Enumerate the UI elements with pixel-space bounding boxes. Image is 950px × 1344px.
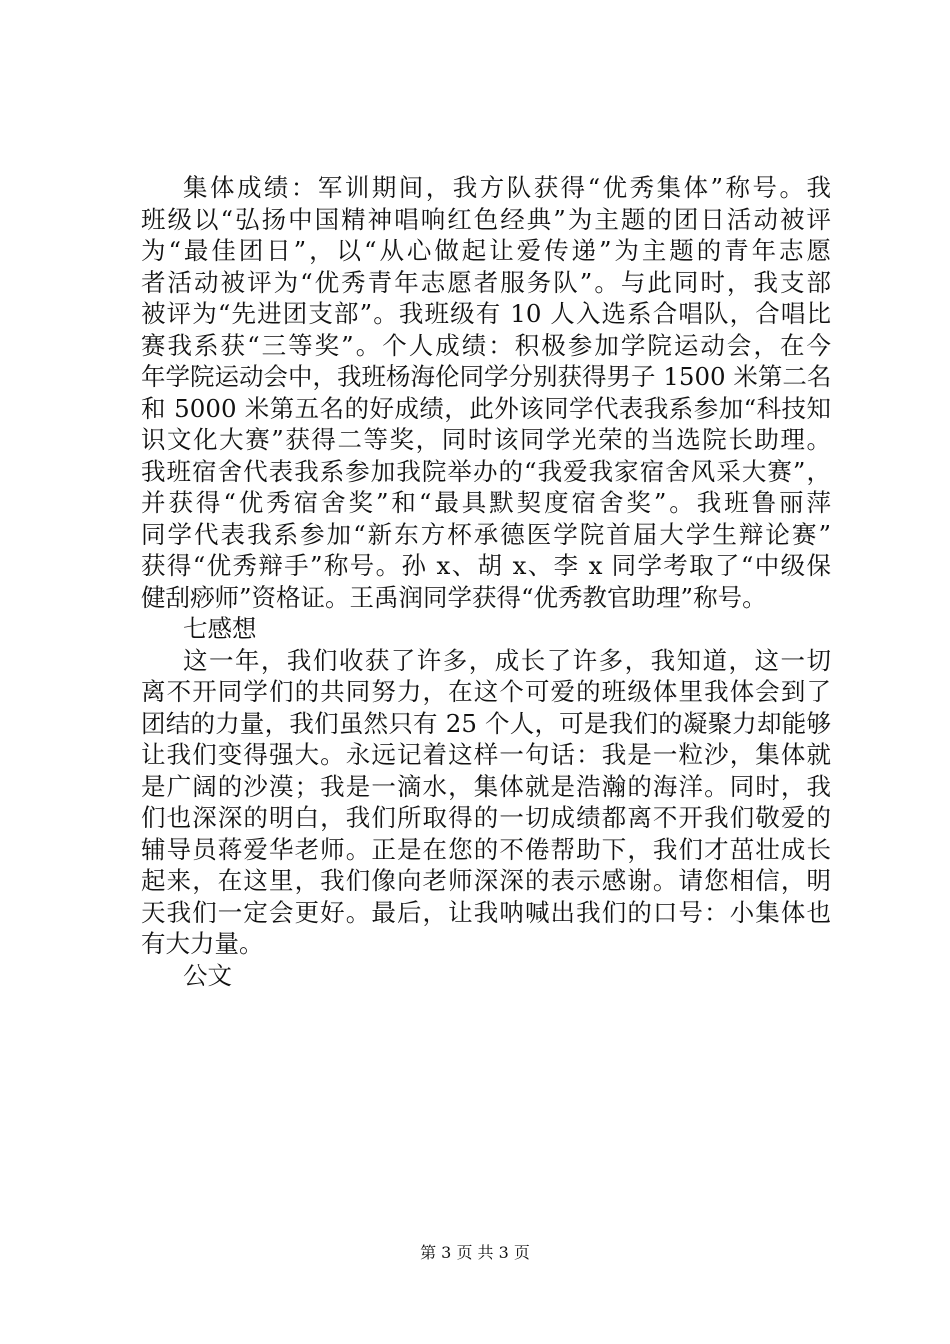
text-line: 同学代表我系参加“新东方杯承德医学院首届大学生辩论赛” [141,519,831,549]
text-line: 年学院运动会中，我班杨海伦同学分别获得男子 1500 米第二名 [141,362,831,391]
text-line: 有大力量。 [141,929,264,958]
text-line: 并获得“优秀宿舍奖”和“最具默契度宿舍奖”。我班鲁丽萍 [141,488,831,517]
text-line: 获得“优秀辩手”称号。孙 x、胡 x、李 x 同学考取了“中级保 [141,551,831,580]
text-line: 七感想 [183,614,257,643]
text-line: 们也深深的明白，我们所取得的一切成绩都离不开我们敬爱的 [141,803,831,832]
text-line: 者活动被评为“优秀青年志愿者服务队”。与此同时，我支部 [141,267,831,297]
text-line: 团结的力量，我们虽然只有 25 个人，可是我们的凝聚力却能够 [141,708,831,738]
text-line: 公文 [183,960,232,990]
text-line: 我班宿舍代表我系参加我院举办的“我爱我家宿舍风采大赛”， [141,456,831,486]
text-line: 离不开同学们的共同努力，在这个可爱的班级体里我体会到了 [141,677,831,706]
text-line: 识文化大赛”获得二等奖，同时该同学光荣的当选院长助理。 [141,425,831,454]
text-line: 这一年，我们收获了许多，成长了许多，我知道，这一切 [183,645,831,675]
text-line: 为“最佳团日”，以“从心做起让爱传递”为主题的青年志愿 [141,236,831,265]
text-line: 被评为“先进团支部”。我班级有 10 人入选系合唱队，合唱比 [141,299,831,328]
text-line: 是广阔的沙漠；我是一滴水，集体就是浩瀚的海洋。同时，我 [141,771,831,801]
text-line: 班级以“弘扬中国精神唱响红色经典”为主题的团日活动被评 [141,204,831,234]
text-line: 和 5000 米第五名的好成绩，此外该同学代表我系参加“科技知 [141,393,831,423]
text-line: 让我们变得强大。永远记着这样一句话：我是一粒沙，集体就 [141,740,831,769]
text-line: 健刮痧师”资格证。王禹润同学获得“优秀教官助理”称号。 [141,582,767,612]
text-line: 集体成绩：军训期间，我方队获得“优秀集体”称号。我 [183,173,831,202]
page-footer: 第 3 页 共 3 页 [420,1243,530,1262]
document-body [141,172,831,991]
text-line: 辅导员蒋爱华老师。正是在您的不倦帮助下，我们才茁壮成长 [141,834,831,864]
text-line: 赛我系获“三等奖”。个人成绩：积极参加学院运动会，在今 [141,330,831,360]
text-line: 起来，在这里，我们像向老师深深的表示感谢。请您相信，明 [141,866,831,895]
text-line: 天我们一定会更好。最后，让我呐喊出我们的口号：小集体也 [141,897,831,927]
